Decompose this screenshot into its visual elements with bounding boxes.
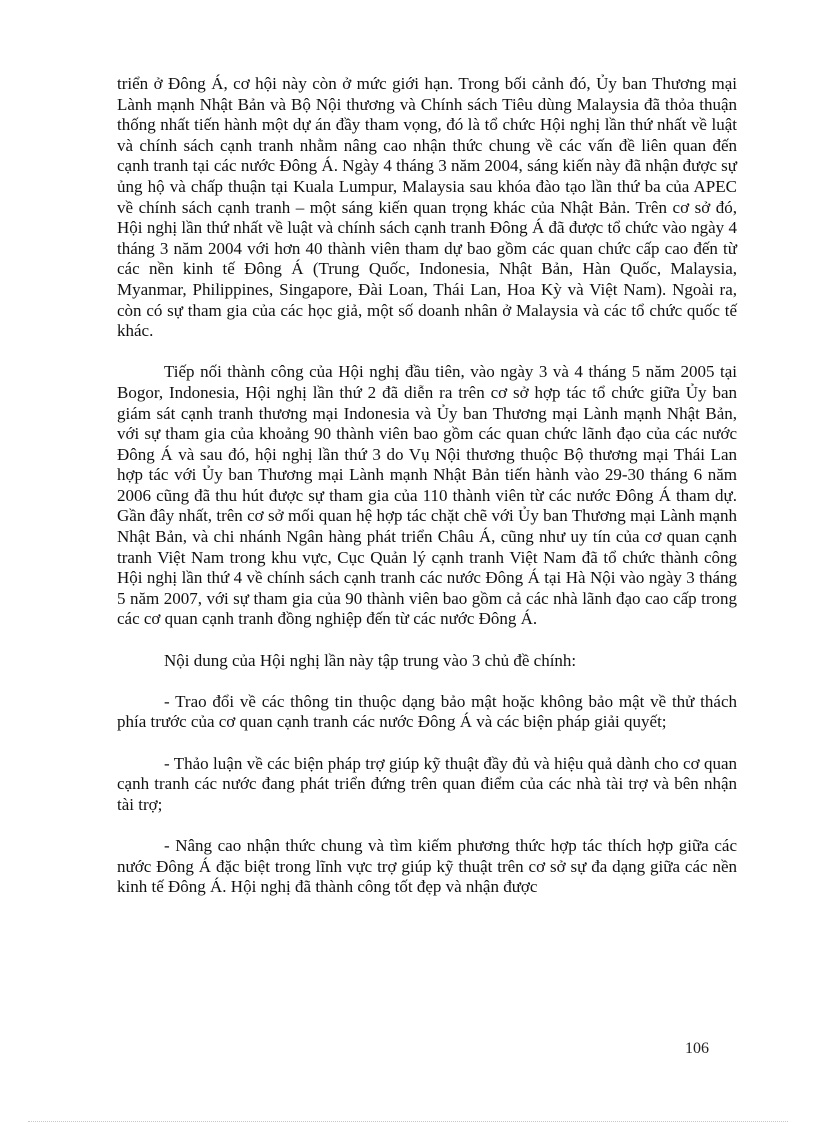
page-number: 106 [685, 1040, 709, 1057]
page-bottom-rule [28, 1121, 788, 1122]
bullet-3: - Nâng cao nhận thức chung và tìm kiếm phương thức hợp tác thích hợp giữa các nước Đông Á đặc biệt trong lĩnh vực trợ giúp kỹ thuật trên cơ sở sự đa dạng giữa các nền kinh tế Đông Á. Hội nghị đã thành công tốt đẹp và nhận được [117, 835, 737, 897]
paragraph-1: triển ở Đông Á, cơ hội này còn ở mức giới hạn. Trong bối cảnh đó, Ủy ban Thương mại Lành mạnh Nhật Bản và Bộ Nội thương và Chính sách Tiêu dùng Malaysia đã thỏa thuận thống nhất tiến hành một dự án đầy tham vọng, đó là tổ chức Hội nghị lần thứ nhất về luật và chính sách cạnh tranh nhằm nâng cao nhận thức chung về các vấn đề liên quan đến cạnh tranh tại các nước Đông Á. Ngày 4 tháng 3 năm 2004, sáng kiến này đã nhận được sự ủng hộ và chấp thuận tại Kuala Lumpur, Malaysia sau khóa đào tạo lần thứ ba của APEC về chính sách cạnh tranh – một sáng kiến quan trọng khác của Nhật Bản. Trên cơ sở đó, Hội nghị lần thứ nhất về luật và chính sách cạnh tranh Đông Á đã được tổ chức vào ngày 4 tháng 3 năm 2004 với hơn 40 thành viên tham dự bao gồm các quan chức cấp cao đến từ các nền kinh tế Đông Á (Trung Quốc, Indonesia, Nhật Bản, Hàn Quốc, Malaysia, Myanmar, Philippines, Singapore, Đài Loan, Thái Lan, Hoa Kỳ và Việt Nam). Ngoài ra, còn có sự tham gia của các học giả, một số doanh nhân ở Malaysia và các tổ chức quốc tế khác. [117, 74, 737, 341]
paragraph-3: Nội dung của Hội nghị lần này tập trung vào 3 chủ đề chính: [164, 650, 577, 670]
bullet-2: - Thảo luận về các biện pháp trợ giúp kỹ thuật đầy đủ và hiệu quả dành cho cơ quan cạnh tranh các nước đang phát triển đứng trên quan điểm của các nhà tài trợ và bên nhận tài trợ; [117, 753, 737, 814]
paragraph-2: Tiếp nối thành công của Hội nghị đầu tiên, vào ngày 3 và 4 tháng 5 năm 2005 tại Bogor, Indonesia, Hội nghị lần thứ 2 đã diễn ra trên cơ sở hợp tác tổ chức giữa Ủy ban giám sát cạnh tranh thương mại Indonesia và Ủy ban Thương mại Lành mạnh Nhật Bản, với sự tham gia của khoảng 90 thành viên bao gồm các quan chức lãnh đạo của các nước Đông Á và sau đó, hội nghị lần thứ 3 do Vụ Nội thương thuộc Bộ thương mại Thái Lan hợp tác với Ủy ban Thương mại Lành mạnh Nhật Bản tiến hành vào 29-30 tháng 6 năm 2006 cũng đã thu hút được sự tham gia của 110 thành viên từ các nước Đông Á tham dự. Gần đây nhất, trên cơ sở mối quan hệ hợp tác chặt chẽ với Ủy ban Thương mại Lành mạnh Nhật Bản, và chi nhánh Ngân hàng phát triển Châu Á, cũng như uy tín của cơ quan cạnh tranh Việt Nam trong khu vực, Cục Quản lý cạnh tranh Việt Nam đã tổ chức thành công Hội nghị lần thứ 4 về chính sách cạnh tranh các nước Đông Á tại Hà Nội vào ngày 3 tháng 5 năm 2007, với sự tham gia của 90 thành viên bao gồm cả các nhà lãnh đạo cao cấp trong các cơ quan cạnh tranh đồng nghiệp đến từ các nước Đông Á. [117, 362, 737, 629]
body-text [117, 74, 737, 918]
bullet-1: - Trao đổi về các thông tin thuộc dạng bảo mật hoặc không bảo mật về thử thách phía trước của cơ quan cạnh tranh các nước Đông Á và các biện pháp giải quyết; [117, 691, 737, 732]
